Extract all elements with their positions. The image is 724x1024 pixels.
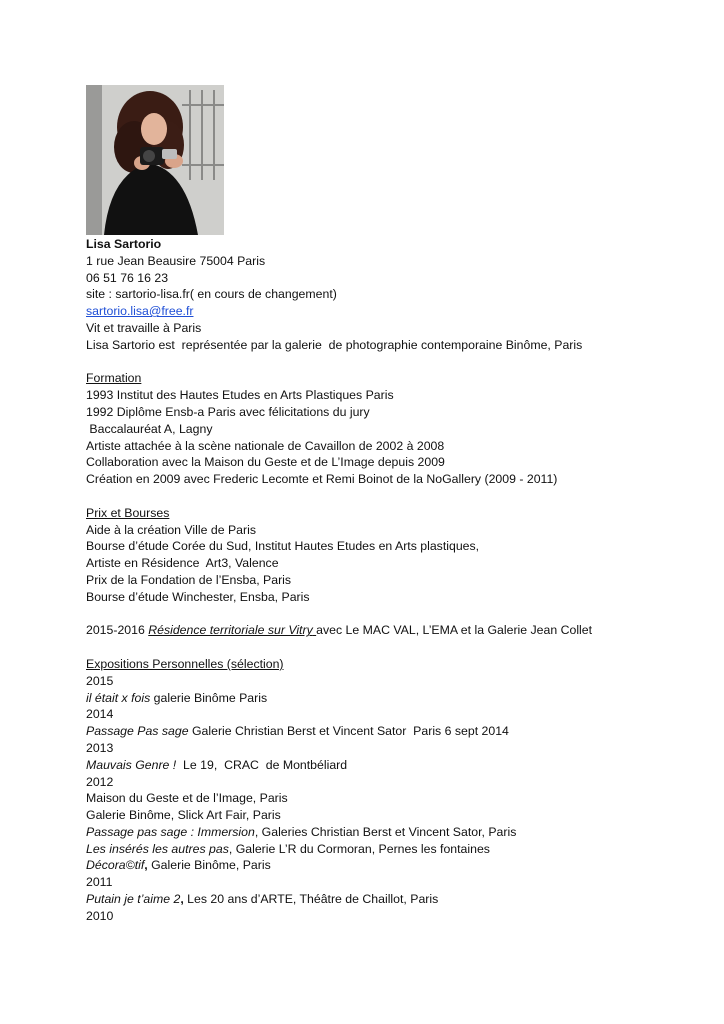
exhibition-item: Mauvais Genre ! Le 19, CRAC de Montbéliard: [86, 757, 348, 772]
artist-portrait-photo: [86, 85, 224, 235]
exhibition-item: Galerie Binôme, Slick Art Fair, Paris: [86, 808, 281, 823]
prix-item: Bourse d’étude Winchester, Ensba, Paris: [86, 589, 310, 604]
prix-item: Aide à la création Ville de Paris: [86, 522, 256, 537]
formation-item: Artiste attachée à la scène nationale de Cavaillon de 2002 à 2008: [86, 438, 445, 453]
formation-item: Baccalauréat A, Lagny: [86, 421, 213, 436]
formation-item: Création en 2009 avec Frederic Lecomte et Remi Boinot de la NoGallery (2009 - 2011): [86, 472, 558, 487]
year-label: 2010: [86, 908, 114, 923]
phone: 06 51 76 16 23: [86, 270, 169, 285]
exhibition-item: Passage pas sage : Immersion, Galeries Christian Berst et Vincent Sator, Paris: [86, 824, 517, 839]
prix-heading: Prix et Bourses: [86, 505, 170, 520]
exhibition-item: Putain je t’aime 2, Les 20 ans d’ARTE, Théâtre de Chaillot, Paris: [86, 892, 439, 907]
website: site : sartorio-lisa.fr( en cours de changement): [86, 287, 337, 302]
artist-name: Lisa Sartorio: [86, 237, 162, 251]
formation-item: 1993 Institut des Hautes Etudes en Arts Plastiques Paris: [86, 388, 394, 403]
year-label: 2014: [86, 707, 114, 722]
exhibition-item: Passage Pas sage Galerie Christian Berst et Vincent Sator Paris 6 sept 2014: [86, 724, 509, 739]
residence-line: 2015-2016 Résidence territoriale sur Vitry avec Le MAC VAL, L’EMA et la Galerie Jean Collet: [86, 623, 593, 638]
year-label: 2012: [86, 774, 114, 789]
year-label: 2011: [86, 875, 113, 890]
formation-item: Collaboration avec la Maison du Geste et de L’Image depuis 2009: [86, 455, 445, 470]
expositions-heading: Expositions Personnelles (sélection): [86, 656, 284, 671]
year-label: 2015: [86, 673, 114, 688]
formation-heading: Formation: [86, 371, 142, 386]
prix-item: Prix de la Fondation de l’Ensba, Paris: [86, 572, 292, 587]
year-label: 2013: [86, 740, 114, 755]
prix-item: Artiste en Résidence Art3, Valence: [86, 556, 279, 571]
exhibition-item: Décora©tif, Galerie Binôme, Paris: [86, 858, 271, 873]
exhibition-item: Maison du Geste et de l’Image, Paris: [86, 791, 288, 806]
prix-item: Bourse d’étude Corée du Sud, Institut Hautes Etudes en Arts plastiques,: [86, 539, 480, 554]
lives-works: Vit et travaille à Paris: [86, 320, 202, 335]
cv-document: [86, 236, 686, 925]
formation-item: 1992 Diplôme Ensb-a Paris avec félicitations du jury: [86, 404, 370, 419]
representation: Lisa Sartorio est représentée par la galerie de photographie contemporaine Binôme, Paris: [86, 337, 583, 352]
exhibition-item: Les insérés les autres pas, Galerie L’R du Cormoran, Pernes les fontaines: [86, 841, 490, 856]
address: 1 rue Jean Beausire 75004 Paris: [86, 253, 266, 268]
residence-title: Résidence territoriale sur Vitry: [148, 623, 313, 638]
email-link[interactable]: sartorio.lisa@free.fr: [86, 304, 194, 319]
exhibition-item: il était x fois galerie Binôme Paris: [86, 690, 268, 705]
